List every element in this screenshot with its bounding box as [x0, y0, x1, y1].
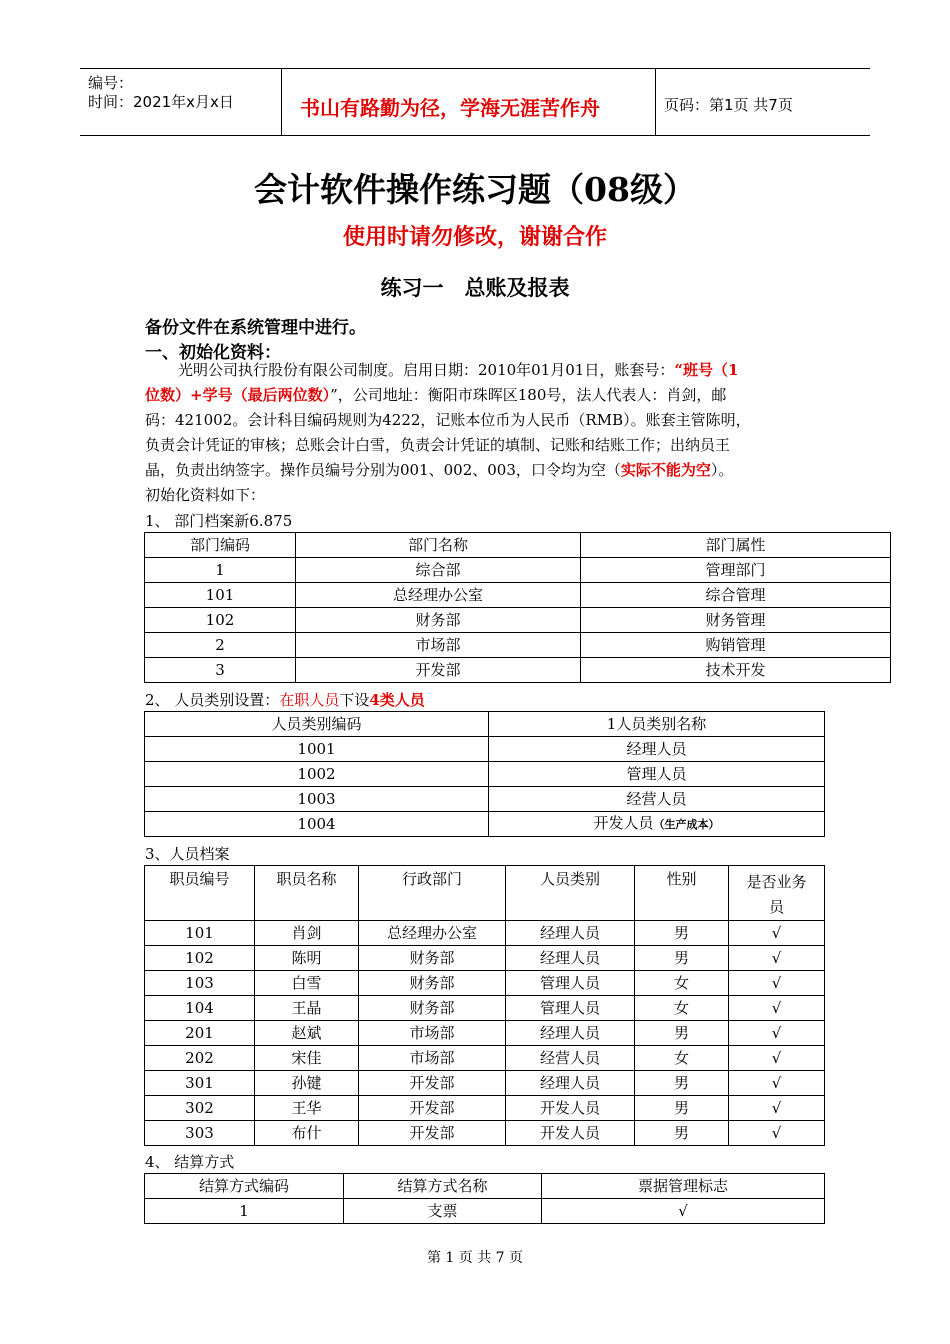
intro-line-5: 晶，负责出纳签字。操作员编号分别为001、002、003，口令均为空（实际不能为空）。 — [145, 461, 734, 479]
header-motto: 书山有路勤为径，学海无涯苦作舟 — [300, 96, 600, 120]
check-mark: √ — [729, 946, 825, 971]
check-mark: √ — [542, 1199, 825, 1224]
dept-attr: 综合管理 — [581, 583, 891, 608]
dept-code: 3 — [145, 658, 296, 683]
staff-type-name: 管理人员 — [489, 762, 825, 787]
staff-type-name: 经理人员 — [489, 737, 825, 762]
dept-header-cell: 部门编码 — [145, 533, 296, 558]
dept-name: 总经理办公室 — [296, 583, 581, 608]
dept-code: 2 — [145, 633, 296, 658]
dept-table — [144, 532, 891, 683]
staff-header-cell: 人员类别 — [506, 866, 635, 921]
staff-type-code: 1002 — [145, 762, 489, 787]
page-footer: 第 1 页 共 7 页 — [426, 1250, 524, 1266]
table-row — [145, 787, 825, 812]
staff-type-name: 开发人员（生产成本） — [489, 812, 825, 837]
table-row: 303 布什 开发部 开发人员 男 √ — [145, 1121, 825, 1146]
staff-type-header-cell: 人员类别编码 — [145, 712, 489, 737]
table-row — [145, 558, 891, 583]
dept-attr: 技术开发 — [581, 658, 891, 683]
intro-line-6: 初始化资料如下： — [145, 486, 266, 504]
table-row — [145, 737, 825, 762]
backup-note: 备份文件在系统管理中进行。 — [145, 318, 366, 338]
dept-code: 102 — [145, 608, 296, 633]
staff-header-cell: 职员编号 — [145, 866, 255, 921]
dept-name: 市场部 — [296, 633, 581, 658]
table-row: 302 王华 开发部 开发人员 男 √ — [145, 1096, 825, 1121]
dept-attr: 购销管理 — [581, 633, 891, 658]
dept-name: 开发部 — [296, 658, 581, 683]
dept-code: 1 — [145, 558, 296, 583]
staff-type-header-cell: 1人员类别名称 — [489, 712, 825, 737]
staff-header-cell: 是否业务 员 — [729, 866, 825, 921]
table-row — [145, 812, 825, 837]
dept-heading: 1、 部门档案新6.875 — [145, 512, 293, 530]
staff-type-header-row — [145, 712, 825, 737]
header-top-rule — [80, 68, 870, 69]
section-title: 练习一 总账及报表 — [380, 276, 570, 300]
check-mark: √ — [729, 1046, 825, 1071]
settle-header-cell: 结算方式编码 — [145, 1174, 344, 1199]
dept-name: 综合部 — [296, 558, 581, 583]
dept-name: 财务部 — [296, 608, 581, 633]
dept-attr: 管理部门 — [581, 558, 891, 583]
staff-type-code: 1001 — [145, 737, 489, 762]
table-row: 202 宋佳 市场部 经营人员 女 √ — [145, 1046, 825, 1071]
table-row — [145, 633, 891, 658]
settle-header-row — [145, 1174, 825, 1199]
table-row: 301 孙键 开发部 经理人员 男 √ — [145, 1071, 825, 1096]
header-number-label: 编号： — [88, 74, 134, 92]
staff-type-code: 1004 — [145, 812, 489, 837]
page-title: 会计软件操作练习题（08级） — [254, 170, 696, 209]
staff-header-row — [145, 866, 825, 921]
dept-header-cell: 部门属性 — [581, 533, 891, 558]
table-row: 201 赵斌 市场部 经理人员 男 √ — [145, 1021, 825, 1046]
table-row: 104 王晶 财务部 管理人员 女 √ — [145, 996, 825, 1021]
staff-type-name: 经营人员 — [489, 787, 825, 812]
check-mark: √ — [729, 1021, 825, 1046]
intro-line-2: 位数）+学号（最后两位数）”，公司地址：衡阳市珠晖区180号，法人代表人：肖剑，邮 — [145, 386, 727, 404]
settle-table — [144, 1173, 825, 1224]
table-row — [145, 658, 891, 683]
settle-header-cell: 结算方式名称 — [344, 1174, 542, 1199]
header-divider-2 — [655, 68, 656, 136]
cost-note: （生产成本） — [653, 818, 720, 831]
intro-line-3: 码：421002。会计科目编码规则为4222，记账本位币为人民币（RMB）。账套主管陈明， — [145, 411, 751, 429]
staff-header-cell: 行政部门 — [359, 866, 506, 921]
page-subtitle: 使用时请勿修改，谢谢合作 — [342, 225, 607, 250]
staff-type-table — [144, 711, 825, 837]
check-mark: √ — [729, 996, 825, 1021]
staff-header-cell: 性别 — [635, 866, 729, 921]
check-mark: √ — [729, 921, 825, 946]
staff-table — [144, 865, 825, 1146]
check-mark: √ — [729, 1071, 825, 1096]
dept-header-cell: 部门名称 — [296, 533, 581, 558]
check-mark: √ — [729, 1121, 825, 1146]
intro-line-4: 负责会计凭证的审核；总账会计白雪，负责会计凭证的填制、记账和结账工作；出纳员王 — [145, 436, 731, 454]
table-row — [145, 583, 891, 608]
staff-type-code: 1003 — [145, 787, 489, 812]
header-time-label: 时间：2021年x月x日 — [88, 93, 234, 111]
table-row: 102 陈明 财务部 经理人员 男 √ — [145, 946, 825, 971]
dept-attr: 财务管理 — [581, 608, 891, 633]
part1-heading: 一、初始化资料： — [145, 343, 281, 363]
staff-type-heading: 2、 人员类别设置：在职人员下设4类人员 — [145, 691, 425, 709]
table-row: 103 白雪 财务部 管理人员 女 √ — [145, 971, 825, 996]
staff-header-cell: 职员名称 — [255, 866, 359, 921]
intro-line-1: 光明公司执行股份有限公司制度。启用日期：2010年01月01日，账套号：“班号（1 — [178, 361, 739, 379]
check-mark: √ — [729, 971, 825, 996]
dept-code: 101 — [145, 583, 296, 608]
settle-heading: 4、 结算方式 — [145, 1153, 235, 1171]
header-divider-1 — [281, 68, 282, 136]
table-row — [145, 608, 891, 633]
table-row — [145, 762, 825, 787]
header-bottom-rule — [80, 135, 870, 136]
header-page-info: 页码：第1页 共7页 — [664, 96, 793, 114]
table-row: 1 支票 √ — [145, 1199, 825, 1224]
staff-heading: 3、人员档案 — [145, 845, 230, 863]
dept-header-row — [145, 533, 891, 558]
intro-paragraph — [145, 358, 825, 508]
settle-header-cell: 票据管理标志 — [542, 1174, 825, 1199]
check-mark: √ — [729, 1096, 825, 1121]
table-row: 101 肖剑 总经理办公室 经理人员 男 √ — [145, 921, 825, 946]
